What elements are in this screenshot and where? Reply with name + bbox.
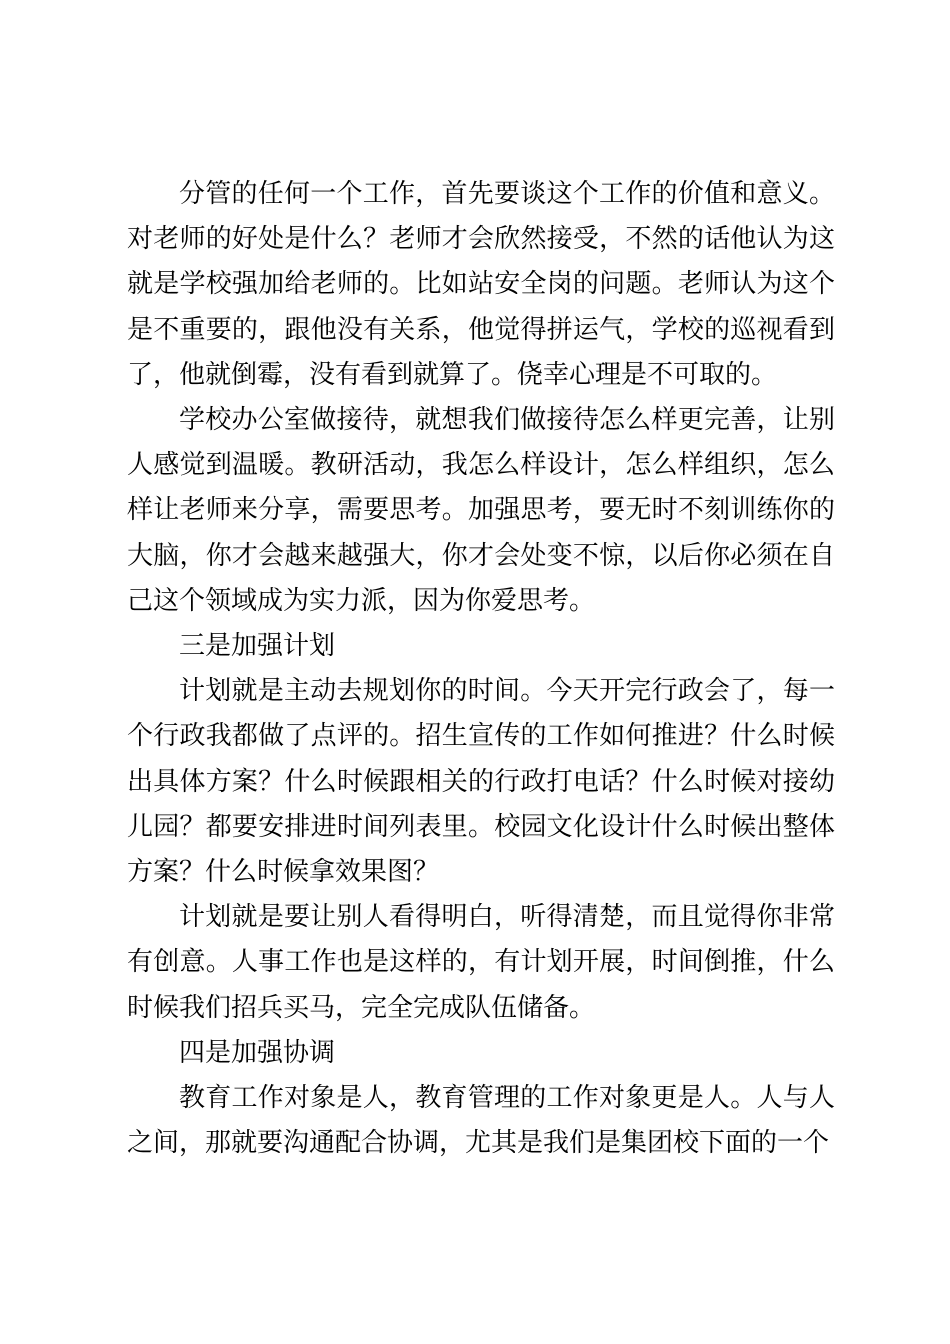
paragraph-coordination: 教育工作对象是人，教育管理的工作对象更是人。人与人之间，那就要沟通配合协调，尤其是我们是集团校下面的一个 [127,1083,835,1159]
section-heading-planning: 三是加强计划 [179,631,336,662]
section-heading-coordination: 四是加强协调 [179,1037,336,1068]
paragraph-value-of-work: 分管的任何一个工作，首先要谈这个工作的价值和意义。对老师的好处是什么？老师才会欣然接受，不然的话他认为这就是学校强加给老师的。比如站安全岗的问题。老师认为这个是不重要的，跟他没有关系，他觉得拼运气，学校的巡视看到了，他就倒霉，没有看到就算了。侥幸心理是不可取的。 [127,179,835,390]
document-page [127,172,835,1166]
paragraph-planning-clarity: 计划就是要让别人看得明白，听得清楚，而且觉得你非常有创意。人事工作也是这样的，有计划开展，时间倒推，什么时候我们招兵买马，完全完成队伍储备。 [127,902,835,1023]
paragraph-planning-time: 计划就是主动去规划你的时间。今天开完行政会了，每一个行政我都做了点评的。招生宣传的工作如何推进？什么时候出具体方案？什么时候跟相关的行政打电话？什么时候对接幼儿园？都要安排进时间列表里。校园文化设计什么时候出整体方案？什么时候拿效果图？ [127,676,835,888]
paragraph-thinking: 学校办公室做接待，就想我们做接待怎么样更完善，让别人感觉到温暖。教研活动，我怎么样设计，怎么样组织，怎么样让老师来分享，需要思考。加强思考，要无时不刻训练你的大脑，你才会越来越强大，你才会处变不惊，以后你必须在自己这个领域成为实力派，因为你爱思考。 [127,405,835,616]
